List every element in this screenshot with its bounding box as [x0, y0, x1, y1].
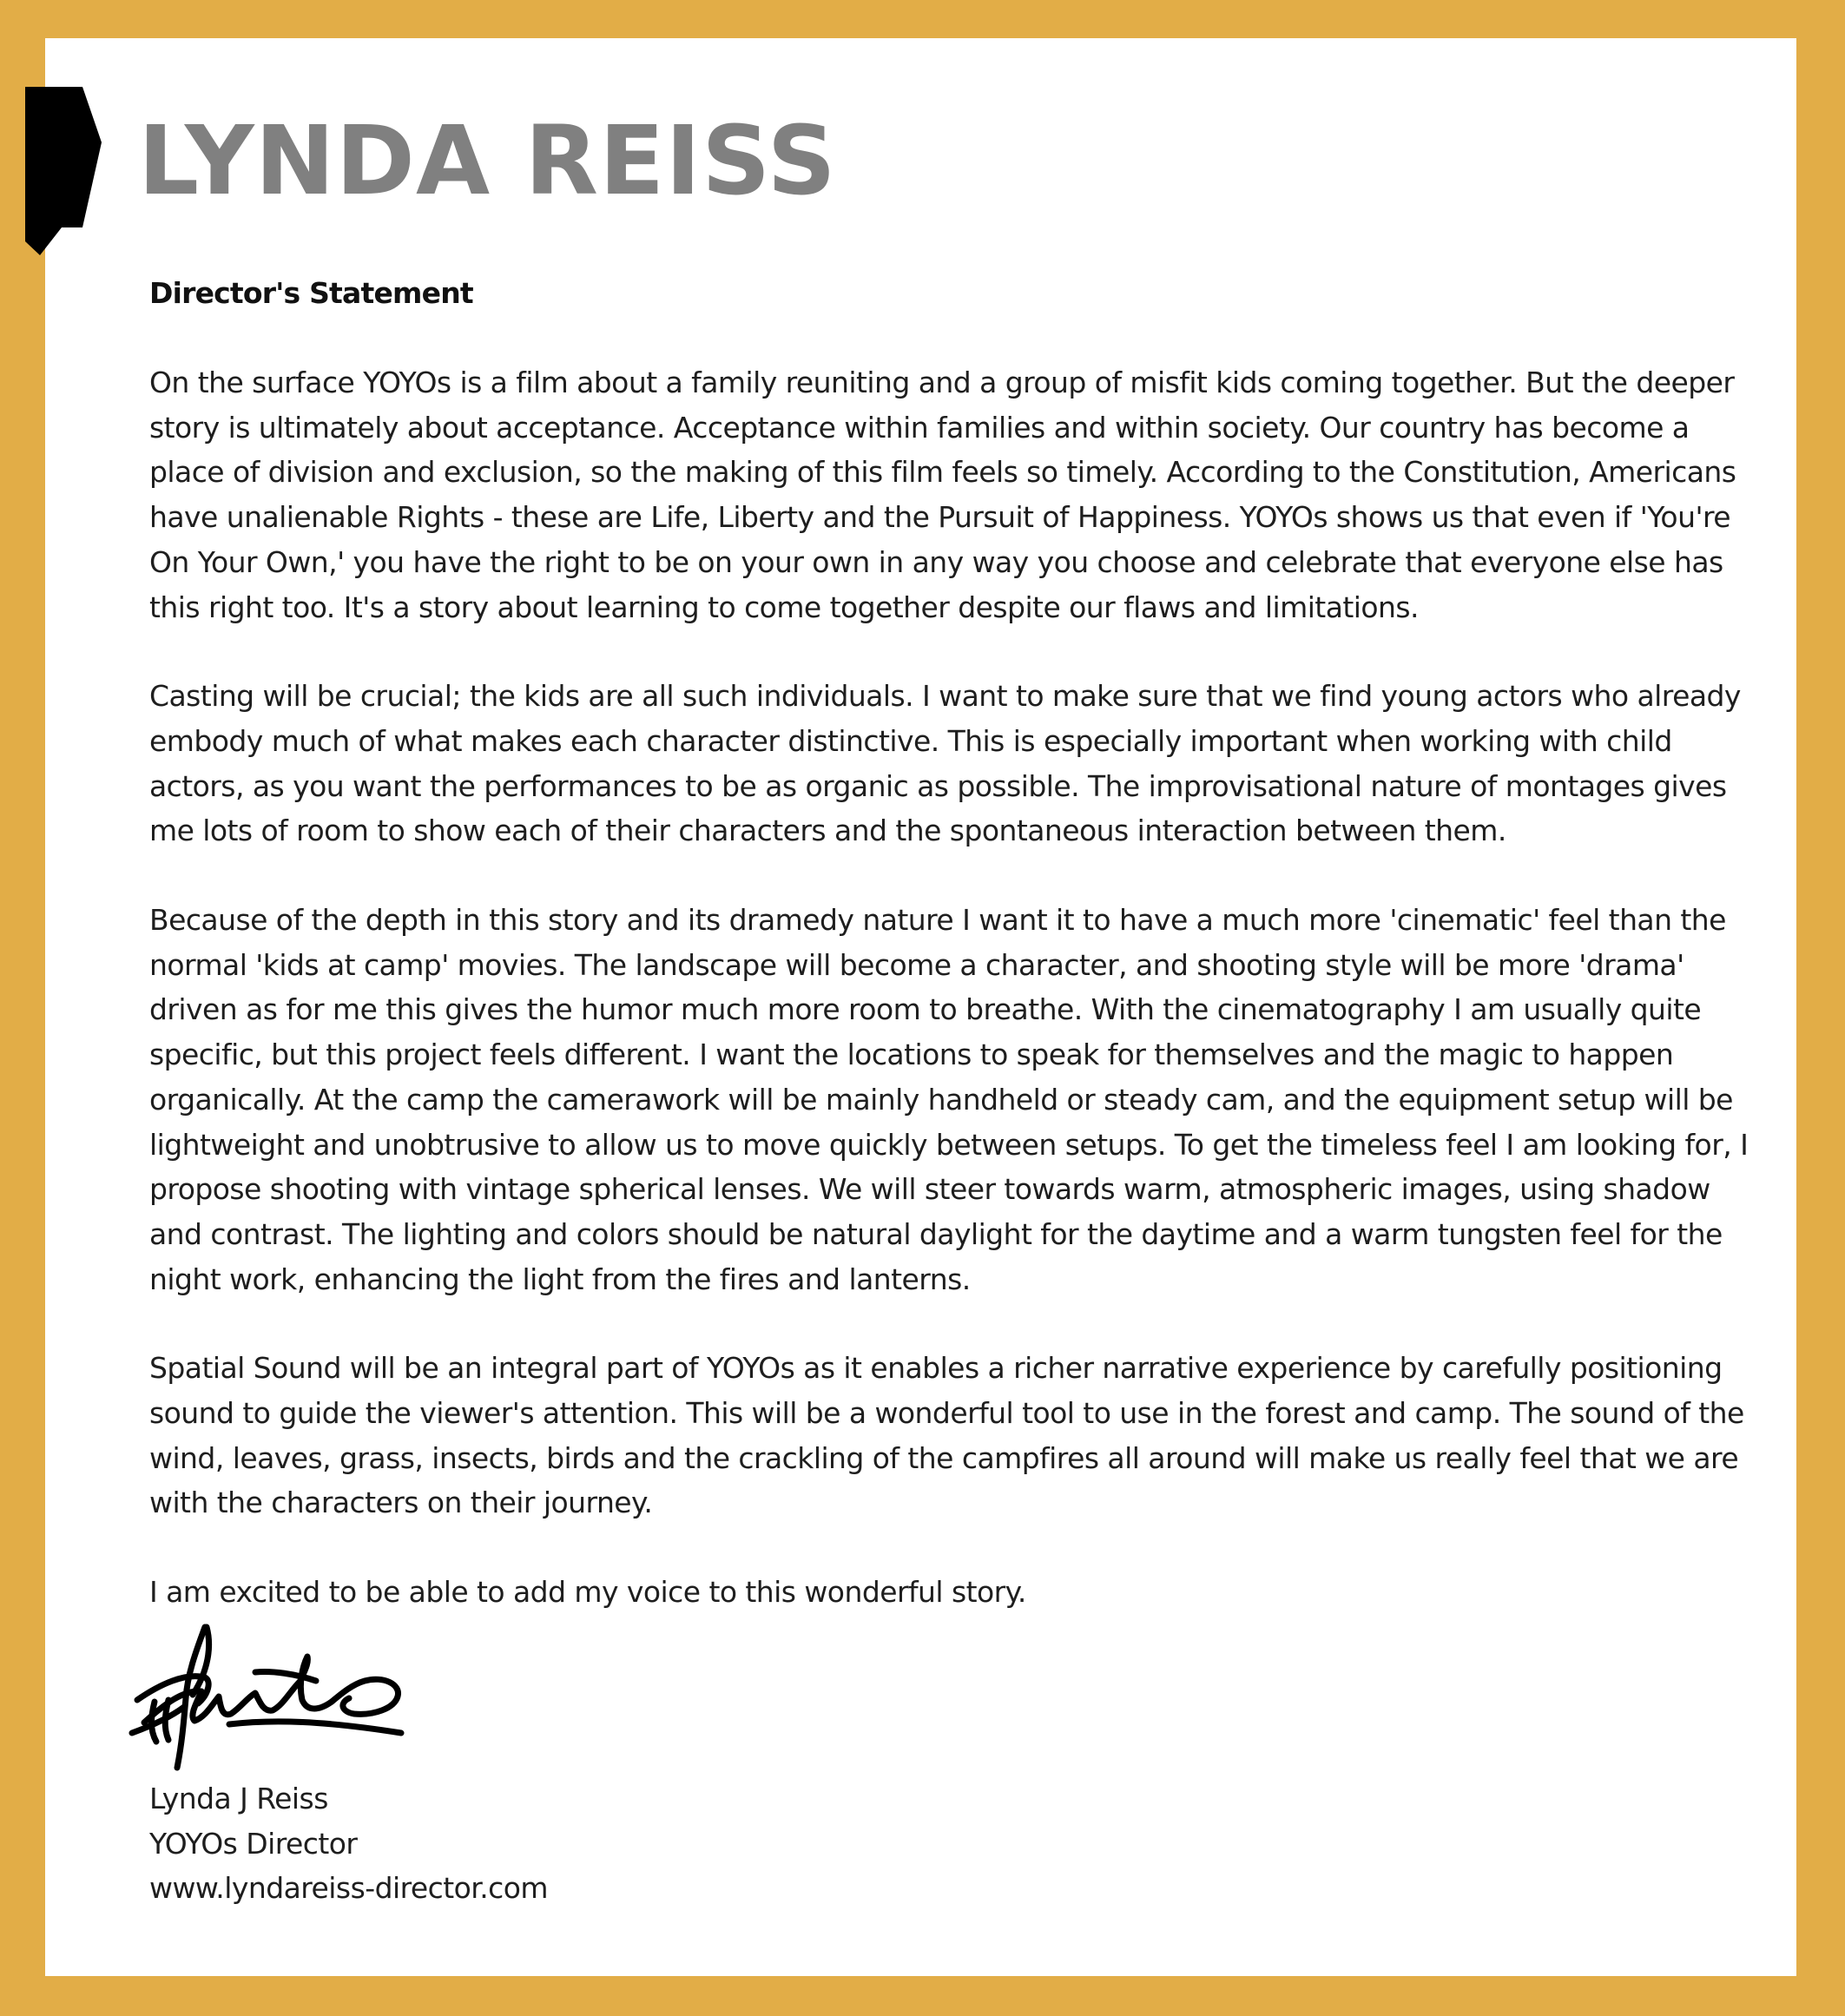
statement-title: Director's Statement [149, 276, 473, 310]
signoff-name: Lynda J Reiss [149, 1781, 328, 1815]
paragraph-closing: I am excited to be able to add my voice to this wonderful story. [149, 1575, 1026, 1610]
page-title: LYNDA REISS [138, 105, 837, 216]
paragraph-acceptance: On the surface YOYOs is a film about a family reuniting and a group of misfit kids coming together. But the deeper story is ultimately about acceptance. Acceptance within families and within society. Our country has become a place of division and exclusion, so the making of this film feels so timely. According to the Constitution, Americans have unalienable Rights - these are Life, Liberty and the Pursuit of Happiness. YOYOs shows us that even if 'You're On Your Own,' you have the right to be on your own in any way you choose and celebrate that everyone else has this right too. It's a story about learning to come together despite our flaws and limitations. [149, 366, 1736, 624]
document-page [45, 38, 1796, 1976]
statement-body [149, 271, 1764, 1911]
paragraph-cinematography: Because of the depth in this story and its dramedy nature I want it to have a much more 'cinematic' feel than the normal 'kids at camp' movies. The landscape will become a character, and shooting style will be more 'drama' driven as for me this gives the humor much more room to breathe. With the cinematography I am usually quite specific, but this project feels different. I want the locations to speak for themselves and the magic to happen organically. At the camp the camerawork will be mainly handheld or steady cam, and the equipment setup will be lightweight and unobtrusive to allow us to move quickly between setups. To get the timeless feel I am looking for, I propose shooting with vintage spherical lenses. We will steer towards warm, atmospheric images, using shadow and contrast. The lighting and colors should be natural daylight for the daytime and a warm tungsten feel for the night work, enhancing the light from the fires and lanterns. [149, 903, 1749, 1296]
signature-icon [125, 1620, 438, 1776]
paragraph-casting: Casting will be crucial; the kids are all such individuals. I want to make sure that we find young actors who already embody much of what makes each character distinctive. This is especially important when working with child actors, as you want the performances to be as organic as possible. The improvisational nature of montages gives me lots of room to show each of their characters and the spontaneous interaction between them. [149, 679, 1741, 848]
tab-marker-icon [25, 87, 102, 255]
paragraph-sound: Spatial Sound will be an integral part of YOYOs as it enables a richer narrative experience by carefully positioning sound to guide the viewer's attention. This will be a wonderful tool to use in the forest and camp. The sound of the wind, leaves, grass, insects, birds and the crackling of the campfires all around will make us really feel that we are with the characters on their journey. [149, 1351, 1744, 1520]
signoff-block [149, 1776, 1764, 1911]
signoff-role: YOYOs Director [149, 1826, 358, 1861]
signoff-website: www.lyndareiss-director.com [149, 1871, 549, 1906]
